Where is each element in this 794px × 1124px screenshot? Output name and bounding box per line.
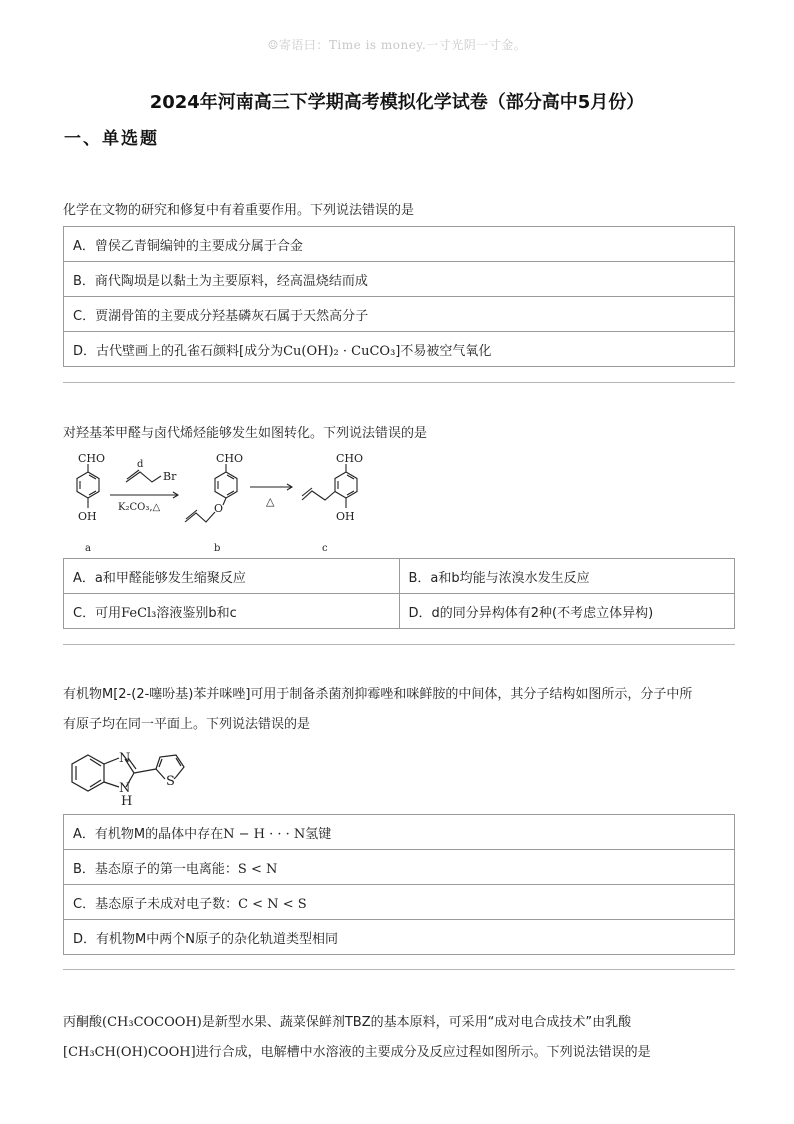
option-b[interactable]: B．a和b均能与浓溴水发生反应 bbox=[399, 559, 735, 594]
option-c[interactable]: C．贾湖骨笛的主要成分羟基磷灰石属于天然高分子 bbox=[64, 297, 735, 332]
s-atom-label: S bbox=[166, 774, 175, 789]
oh-label: OH bbox=[336, 510, 355, 523]
oh-label: OH bbox=[78, 510, 97, 523]
question-stem-line bbox=[63, 1008, 735, 1038]
nh-atom-label: N bbox=[119, 781, 131, 796]
formula: C < N < S bbox=[238, 896, 307, 912]
option-b[interactable]: B．商代陶埙是以黏土为主要原料，经高温烧结而成 bbox=[64, 262, 735, 297]
heat-label: △ bbox=[266, 495, 275, 508]
option-c[interactable] bbox=[64, 885, 735, 920]
formula: N − H · · · N bbox=[223, 826, 306, 842]
reagent-d-label: d bbox=[137, 459, 144, 470]
options-table bbox=[63, 226, 735, 367]
option-text: B．基态原子的第一电离能： bbox=[73, 861, 238, 877]
question-4 bbox=[63, 1008, 735, 1068]
question-stem-line bbox=[63, 1038, 735, 1068]
option-a[interactable] bbox=[64, 815, 735, 850]
question-divider bbox=[63, 644, 735, 645]
option-text: ]不易被空气氧化 bbox=[395, 343, 492, 359]
option-text: C．可用 bbox=[73, 605, 122, 621]
option-text: D．古代壁画上的孔雀石颜料[成分为 bbox=[73, 343, 284, 359]
question-stem: 有机物M[2-(2-噻吩基)苯并咪唑]可用于制备杀菌剂抑霉唑和咪鲜胺的中间体，其分子结构如图所示，分子中所 bbox=[63, 687, 693, 702]
question-1 bbox=[63, 196, 735, 367]
cho-label: CHO bbox=[216, 452, 244, 465]
option-d[interactable] bbox=[64, 332, 735, 367]
formula: FeCl₃ bbox=[121, 605, 157, 621]
conditions-label: K₂CO₃,△ bbox=[118, 502, 161, 513]
option-text: C．基态原子未成对电子数： bbox=[73, 896, 239, 912]
molecule-m-structure bbox=[64, 745, 224, 811]
option-b[interactable] bbox=[64, 850, 735, 885]
formula: S < N bbox=[237, 861, 278, 877]
stem-text: 是新型水果、蔬菜保鲜剂TBZ的基本原料，可采用“成对电合成技术”由乳酸 bbox=[201, 1015, 632, 1030]
n-atom-label: N bbox=[119, 751, 131, 766]
question-2-options bbox=[63, 558, 735, 629]
reaction-scheme bbox=[60, 450, 380, 556]
formula: Cu(OH)₂ · CuCO₃ bbox=[283, 343, 396, 359]
question-3 bbox=[63, 680, 735, 740]
option-text: 溶液鉴别b和c bbox=[156, 605, 237, 621]
question-2 bbox=[63, 419, 735, 449]
option-text: A．有机物M的晶体中存在 bbox=[73, 826, 224, 842]
option-a[interactable]: A．曾侯乙青铜编钟的主要成分属于合金 bbox=[64, 227, 735, 262]
question-divider bbox=[63, 969, 735, 970]
br-label: Br bbox=[163, 470, 177, 483]
page-title: 2024年河南高三下学期高考模拟化学试卷（部分高中5月份） bbox=[149, 92, 645, 113]
page-motto: ☺寄语曰：Time is money.一寸光阴一寸金。 bbox=[267, 38, 527, 52]
cho-label: CHO bbox=[336, 452, 364, 465]
question-divider bbox=[63, 382, 735, 383]
compound-c-label: c bbox=[322, 543, 328, 554]
formula: (CH₃COCOOH) bbox=[102, 1015, 202, 1030]
option-text: D．有机物M中两个N原子的杂化轨道类型相同 bbox=[73, 931, 338, 947]
options-table bbox=[63, 558, 735, 629]
compound-b-label: b bbox=[214, 543, 221, 554]
option-c[interactable] bbox=[64, 594, 400, 629]
question-stem: 有原子均在同一平面上。下列说法错误的是 bbox=[63, 717, 311, 732]
h-atom-label: H bbox=[121, 794, 133, 809]
option-text: 氢键 bbox=[305, 826, 332, 842]
section-heading: 一、单选题 bbox=[64, 129, 159, 149]
option-d[interactable] bbox=[64, 920, 735, 955]
stem-text: 丙酮酸 bbox=[63, 1015, 103, 1030]
options-table bbox=[63, 814, 735, 955]
formula: [CH₃CH(OH)COOH] bbox=[63, 1045, 196, 1060]
option-d[interactable]: D．d的同分异构体有2种(不考虑立体异构) bbox=[399, 594, 735, 629]
question-stem: 对羟基苯甲醛与卤代烯烃能够发生如图转化。下列说法错误的是 bbox=[63, 426, 428, 441]
question-3-options bbox=[63, 814, 735, 955]
option-a[interactable]: A．a和甲醛能够发生缩聚反应 bbox=[64, 559, 400, 594]
compound-a-label: a bbox=[85, 543, 91, 554]
cho-label: CHO bbox=[78, 452, 106, 465]
o-label: O bbox=[214, 502, 224, 515]
stem-text: 进行合成，电解槽中水溶液的主要成分及反应过程如图所示。下列说法错误的是 bbox=[195, 1045, 651, 1060]
question-stem: 化学在文物的研究和修复中有着重要作用。下列说法错误的是 bbox=[63, 203, 415, 218]
